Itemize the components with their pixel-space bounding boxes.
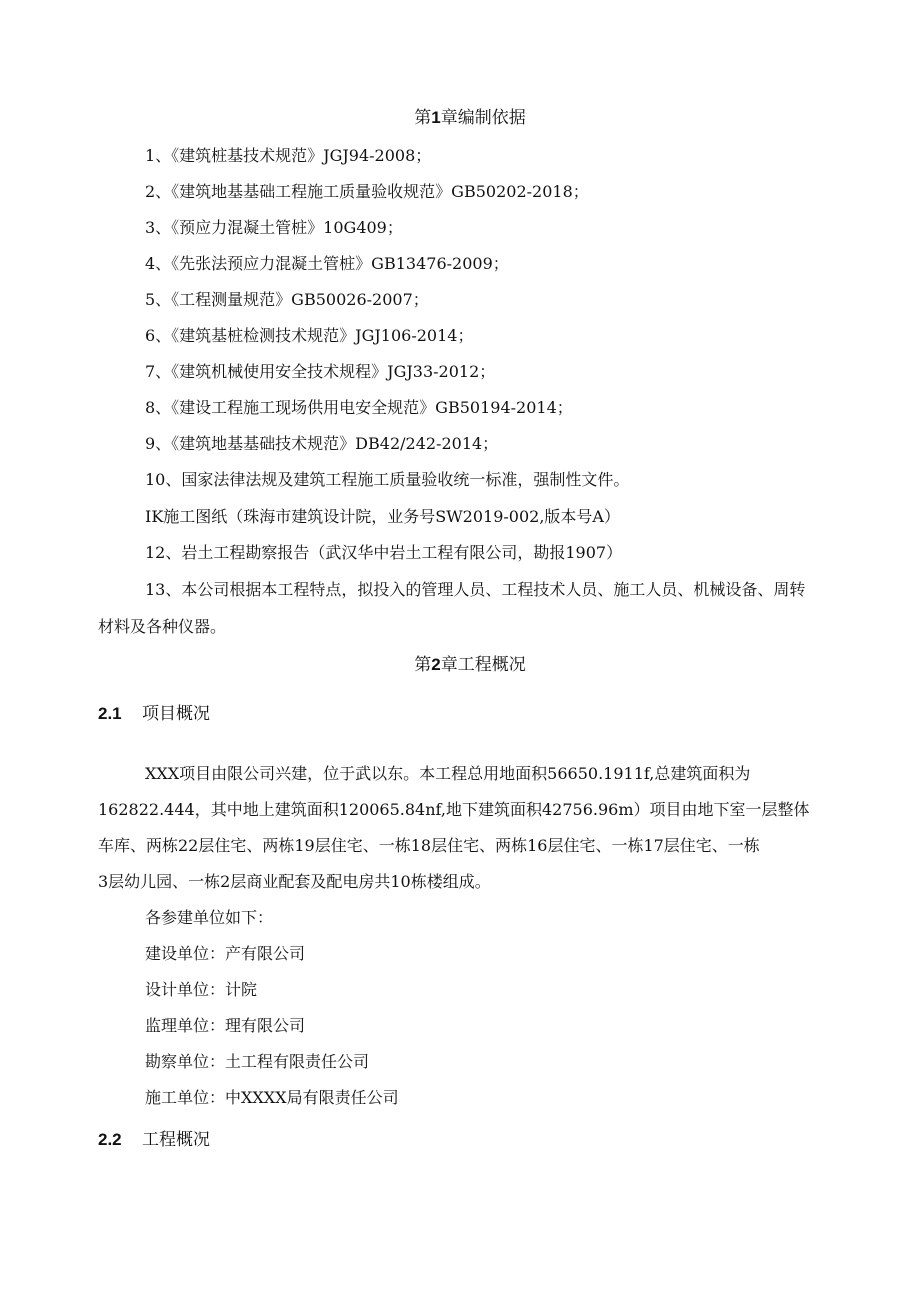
reference-item: 9、《建筑地基基础技术规范》DB42/242-2014；: [145, 434, 499, 453]
participant-unit: 监理单位：理有限公司: [145, 1016, 306, 1035]
section-2-2-heading: [98, 1130, 210, 1150]
chapter-prefix: 第: [414, 108, 432, 128]
overview-line: 车库、两栋22层住宅、两栋19层住宅、一栋18层住宅、两栋16层住宅、一栋17层住宅、一栋: [98, 836, 760, 855]
chapter-number: 2: [431, 655, 441, 674]
reference-item: 3、《预应力混凝土管桩》10G409；: [145, 218, 403, 237]
reference-item: 6、《建筑基桩检测技术规范》JGJ106-2014；: [145, 326, 474, 345]
reference-item: IK施工图纸（珠海市建筑设计院，业务号SW2019-002,版本号A）: [145, 507, 620, 526]
section-title: 工程概况: [142, 1130, 210, 1150]
overview-line: 3层幼儿园、一栋2层商业配套及配电房共10栋楼组成。: [98, 872, 491, 891]
reference-item: 8、《建设工程施工现场供用电安全规范》GB50194-2014；: [145, 398, 573, 417]
participant-unit: 勘察单位：土工程有限责任公司: [145, 1052, 370, 1071]
chapter-title: 章编制依据: [440, 108, 526, 128]
reference-item: 4、《先张法预应力混凝土管桩》GB13476-2009；: [145, 254, 509, 273]
chapter-number: 1: [431, 108, 441, 127]
participant-unit: 施工单位：中XXXX局有限责任公司: [145, 1088, 399, 1107]
section-2-1-heading: [98, 704, 210, 724]
chapter-title: 章工程概况: [440, 655, 526, 675]
participant-unit: 建设单位：产有限公司: [145, 944, 306, 963]
reference-item: 7、《建筑机械使用安全技术规程》JGJ33-2012；: [145, 362, 496, 381]
chapter-1-heading: [0, 108, 920, 128]
reference-item: 12、岩土工程勘察报告（武汉华中岩土工程有限公司，勘报1907）: [145, 543, 623, 562]
section-number: 2.2: [98, 1130, 122, 1149]
chapter-prefix: 第: [414, 655, 432, 675]
reference-item: 1、《建筑桩基技术规范》JGJ94-2008；: [145, 146, 432, 165]
reference-item: 2、《建筑地基基础工程施工质量验收规范》GB50202-2018；: [145, 182, 589, 201]
overview-line: XXX项目由限公司兴建，位于武以东。本工程总用地面积56650.1911f,总建筑面积为: [145, 764, 751, 783]
reference-item-continuation: 材料及各种仪器。: [98, 617, 227, 636]
overview-line: 162822.444，其中地上建筑面积120065.84nf,地下建筑面积42756.96m）项目由地下室一层整体: [98, 800, 810, 819]
section-title: 项目概况: [142, 704, 210, 724]
units-intro: 各参建单位如下：: [145, 908, 274, 927]
participant-unit: 设计单位：计院: [145, 980, 258, 999]
reference-item: 5、《工程测量规范》GB50026-2007；: [145, 290, 429, 309]
section-number: 2.1: [98, 704, 122, 723]
chapter-2-heading: [0, 655, 920, 675]
reference-item: 13、本公司根据本工程特点，拟投入的管理人员、工程技术人员、施工人员、机械设备、周转: [145, 580, 806, 599]
reference-item: 10、国家法律法规及建筑工程施工质量验收统一标准，强制性文件。: [145, 470, 630, 489]
